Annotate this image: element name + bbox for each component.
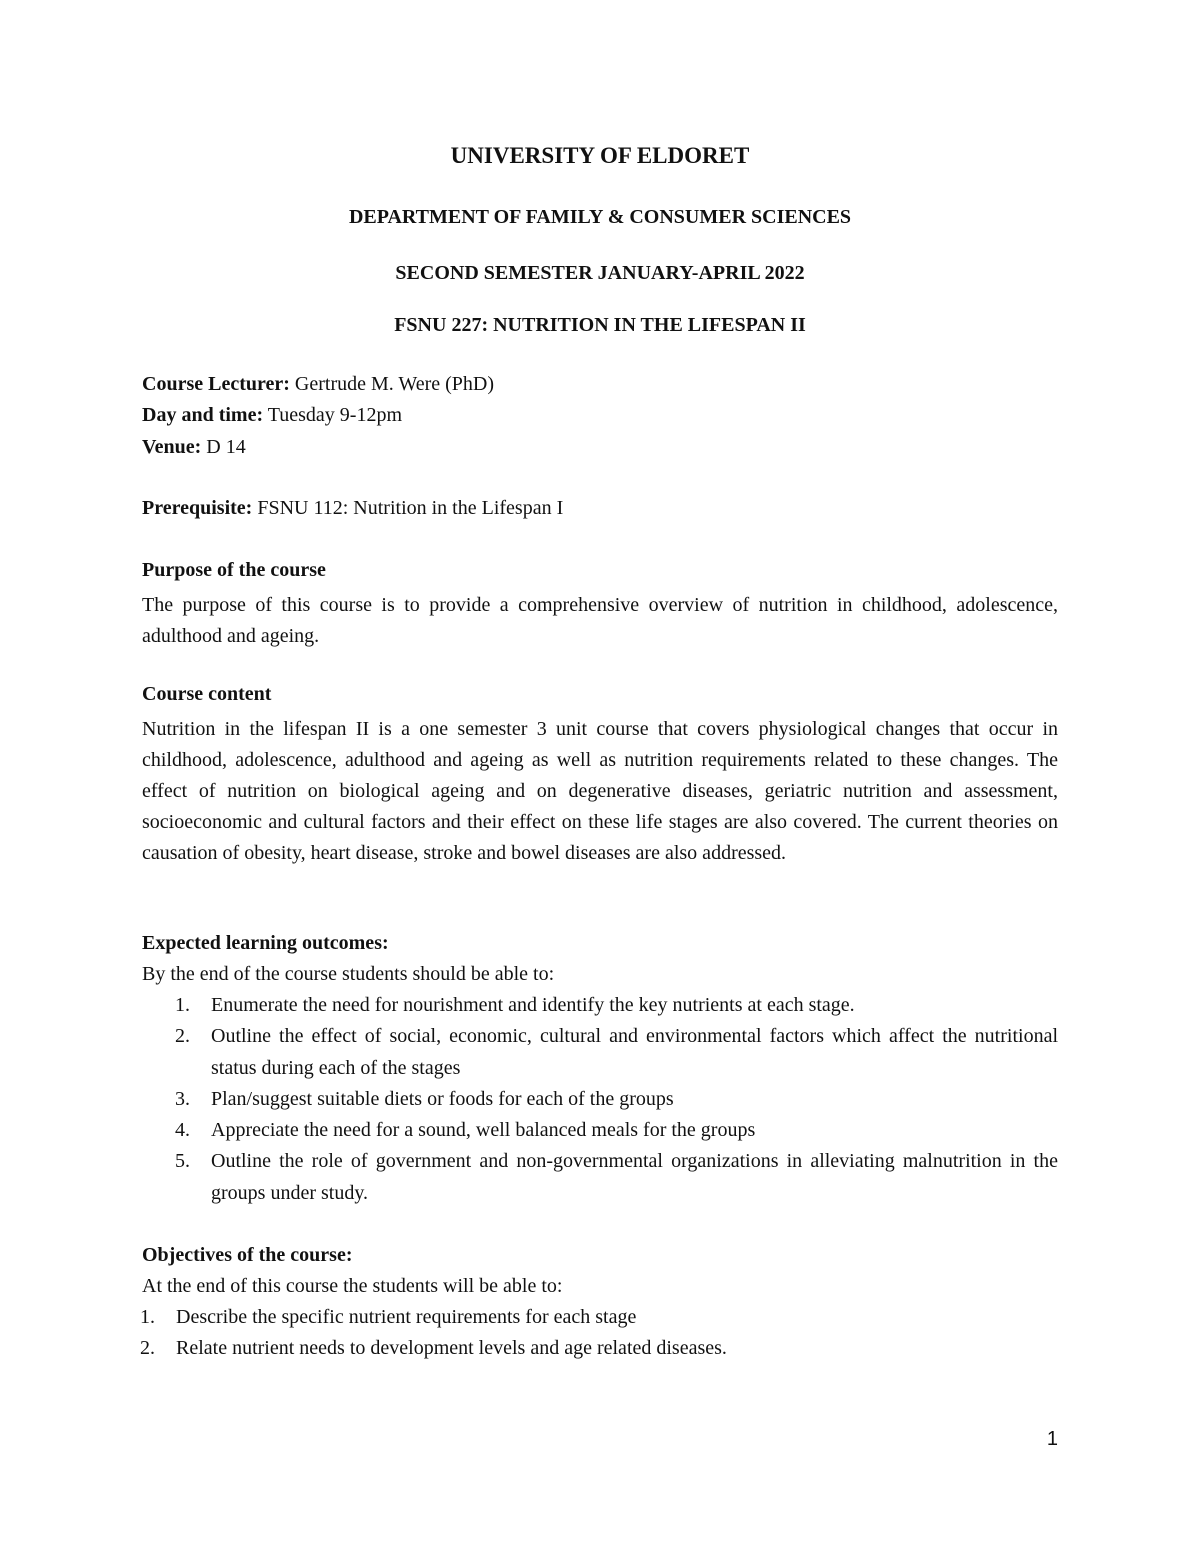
venue-line xyxy=(142,436,246,459)
content-heading: Course content xyxy=(142,683,272,705)
lecturer-line xyxy=(142,373,494,396)
list-item: 1. Describe the specific nutrient requirements for each stage xyxy=(140,1306,637,1328)
prerequisite-label: Prerequisite: xyxy=(142,497,253,519)
purpose-heading: Purpose of the course xyxy=(142,559,326,581)
list-item: 2. Outline the effect of social, economic, cultural and environmental factors which affect the nutritional status during each of the stages xyxy=(175,1025,1058,1079)
lecturer-value: Gertrude M. Were (PhD) xyxy=(294,373,494,395)
page-number: 1 xyxy=(1046,1428,1058,1450)
time-label: Day and time: xyxy=(142,404,264,426)
venue-value: D 14 xyxy=(206,436,246,458)
list-item: 1. Enumerate the need for nourishment and identify the key nutrients at each stage. xyxy=(175,994,855,1016)
lecturer-label: Course Lecturer: xyxy=(142,373,290,395)
time-line xyxy=(142,404,402,427)
semester-title: SECOND SEMESTER JANUARY-APRIL 2022 xyxy=(395,262,805,284)
outcomes-list xyxy=(175,990,1058,1209)
list-item: 4. Appreciate the need for a sound, well balanced meals for the groups xyxy=(175,1119,756,1142)
prerequisite-value: FSNU 112: Nutrition in the Lifespan I xyxy=(257,497,564,519)
outcomes-heading: Expected learning outcomes: xyxy=(142,932,389,954)
prerequisite-line xyxy=(142,497,563,520)
university-title: UNIVERSITY OF ELDORET xyxy=(450,143,750,168)
list-item: 2. Relate nutrient needs to development levels and age related diseases. xyxy=(140,1337,727,1360)
objectives-heading: Objectives of the course: xyxy=(142,1244,353,1266)
outcomes-intro: By the end of the course students should be able to: xyxy=(142,963,555,985)
department-title: DEPARTMENT OF FAMILY & CONSUMER SCIENCES xyxy=(348,206,852,228)
purpose-text: The purpose of this course is to provide a comprehensive overview of nutrition in childhood, adolescence, adulthood and ageing. xyxy=(142,594,1058,647)
objectives-intro: At the end of this course the students will be able to: xyxy=(142,1275,563,1297)
course-title: FSNU 227: NUTRITION IN THE LIFESPAN II xyxy=(394,314,806,336)
list-item: 5. Outline the role of government and non-governmental organizations in alleviating malnutrition in the groups under study. xyxy=(175,1150,1058,1204)
venue-label: Venue: xyxy=(142,436,202,458)
list-item: 3. Plan/suggest suitable diets or foods for each of the groups xyxy=(175,1087,674,1110)
content-text: Nutrition in the lifespan II is a one semester 3 unit course that covers physiological changes that occur in childhood, adolescence, adulthood and ageing as well as nutrition requirements related to these changes. The effect of nutrition on biological ageing and on degenerative diseases, geriatric nutrition and assessment, socioeconomic and cultural factors and their effect on these life stages are also covered. The current theories on causation of obesity, heart disease, stroke and bowel diseases are also addressed. xyxy=(142,718,1058,864)
objectives-list xyxy=(140,1302,1058,1365)
time-value: Tuesday 9-12pm xyxy=(267,404,403,426)
